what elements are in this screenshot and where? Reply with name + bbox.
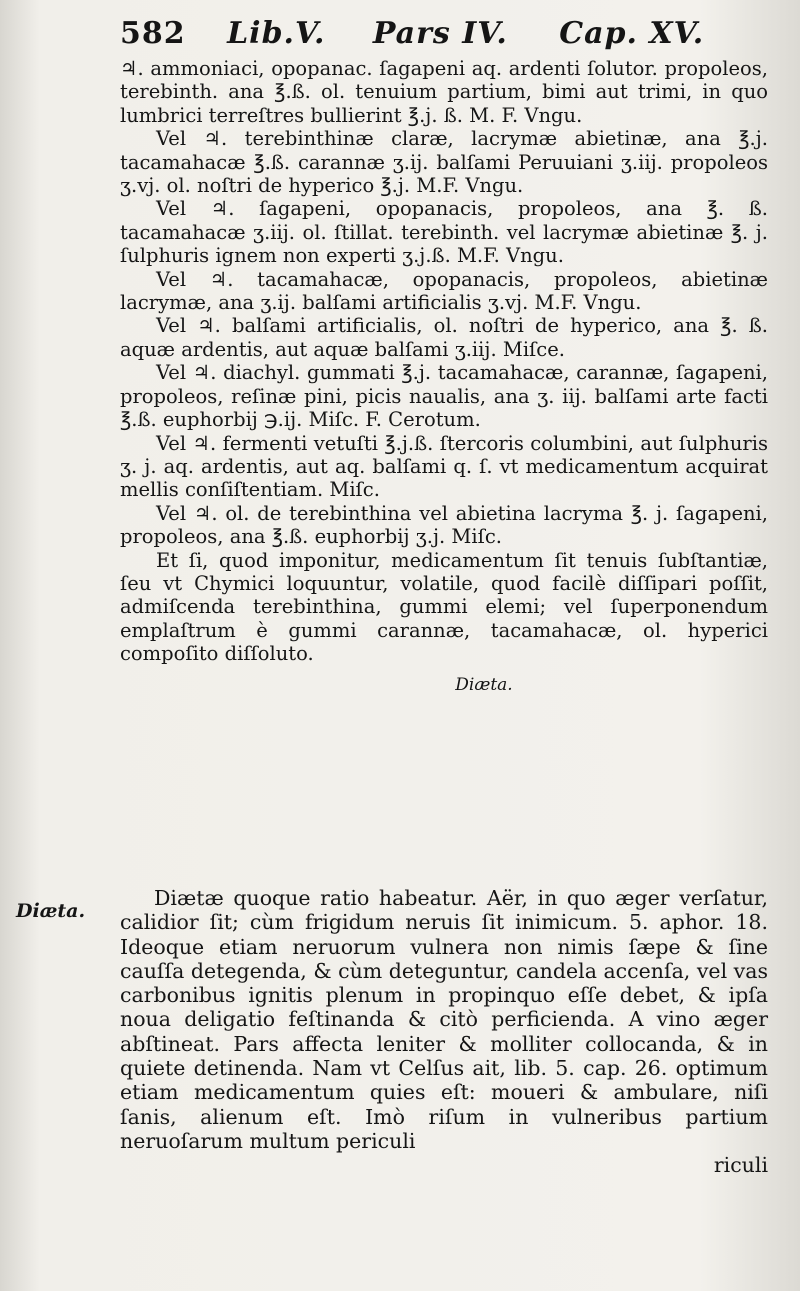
- diaeta-block: [120, 886, 768, 1177]
- header-lib: Lib.V.: [227, 16, 326, 51]
- page-number: 582: [120, 16, 186, 51]
- recipe-paragraph: Vel ♃. terebinthinæ claræ, lacrymæ abietinæ, ana ℥.j. tacamahacæ ℥.ß. carannæ ʒ.ij. balſami Peruuiani ʒ.iij. propoleos ʒ.vj. ol. noſtri de hyperico ℥.j. M.F. Vngu.: [120, 127, 768, 198]
- recipe-paragraph: Vel ♃. tacamahacæ, opopanacis, propoleos, abietinæ lacrymæ, ana ʒ.ij. balſami artificialis ʒ.vj. M.F. Vngu.: [120, 267, 768, 315]
- header-pars: Pars IV.: [372, 16, 508, 51]
- header-cap: Cap. XV.: [559, 16, 705, 51]
- running-header: [120, 16, 760, 56]
- recipe-paragraph: ♃. ammoniaci, opopanac. ſagapeni aq. ardenti ſolutor. propoleos, terebinth. ana ℥.ß. ol. tenuium partium, bimi aut trimi, in quo lumbrici terreſtres bullierint ℥.j. ß. M. F. Vngu.: [120, 57, 768, 127]
- margin-note: Diæta.: [16, 900, 86, 922]
- recipe-paragraph: Vel ♃. diachyl. gummati ℥.j. tacamahacæ, carannæ, ſagapeni, propoleos, reſinæ pini, picis naualis, ana ʒ. iij. balſami arte facti ℥.ß. euphorbij ℈.ij. Miſc. F. Cerotum.: [120, 361, 768, 432]
- section-heading-diaeta: Diæta.: [455, 674, 513, 695]
- recipe-paragraph: Vel ♃. fermenti vetuſti ℥.j.ß. ſtercoris columbini, aut ſulphuris ʒ. j. aq. ardentis, aut aq. balſami q. ſ. vt medicamentum acquirat mellis conſiſtentiam. Miſc.: [120, 431, 768, 502]
- catchword: riculi: [713, 1153, 768, 1178]
- recipe-paragraph: Vel ♃. ol. de terebinthina vel abietina lacryma ℥. j. ſagapeni, propoleos, ana ℥.ß. euphorbij ʒ.j. Miſc.: [120, 501, 768, 549]
- recipe-paragraph: Vel ♃. ſagapeni, opopanacis, propoleos, ana ℥. ß. tacamahacæ ʒ.iij. ol. ſtillat. terebinth. vel lacrymæ abietinæ ℥. j. ſulphuris ignem non experti ʒ.j.ß. M.F. Vngu.: [120, 197, 768, 268]
- et-si-paragraph: Et ſi, quod imponitur, medicamentum ſit tenuis ſubſtantiæ, ſeu vt Chymici loquuntur, volatile, quod facilè diſſipari poſſit, admiſcenda terebinthina, gummi elemi; vel ſuperponendum emplaſtrum è gummi carannæ, tacamahacæ, ol. hyperici compoſito diſſoluto.: [120, 548, 768, 666]
- recipes-block: [120, 57, 768, 698]
- recipe-paragraph: Vel ♃. balſami artificialis, ol. noſtri de hyperico, ana ℥. ß. aquæ ardentis, aut aquæ balſami ʒ.iij. Miſce.: [120, 314, 768, 361]
- diaeta-paragraph: Diætæ quoque ratio habeatur. Aër, in quo æger verſatur, calidior ſit; cùm frigidum neruis ſit inimicum. 5. aphor. 18. Ideoque etiam neruorum vulnera non nimis ſæpe & ſine cauſſa detegenda, & cùm deteguntur, candela accenſa, vel vas carbonibus ignitis plenum in propinquo eſſe debet, & ipſa noua deligatio feſtinanda & citò perficienda. A vino æger abſtineat. Pars affecta leniter & molliter collocanda, & in quiete detinenda. Nam vt Celſus ait, lib. 5. cap. 26. optimum etiam medicamentum quies eſt: moueri & ambulare, niſi ſanis, alienum eſt. Imò riſum in vulneribus partium neruoſarum multum periculi: [120, 886, 768, 1153]
